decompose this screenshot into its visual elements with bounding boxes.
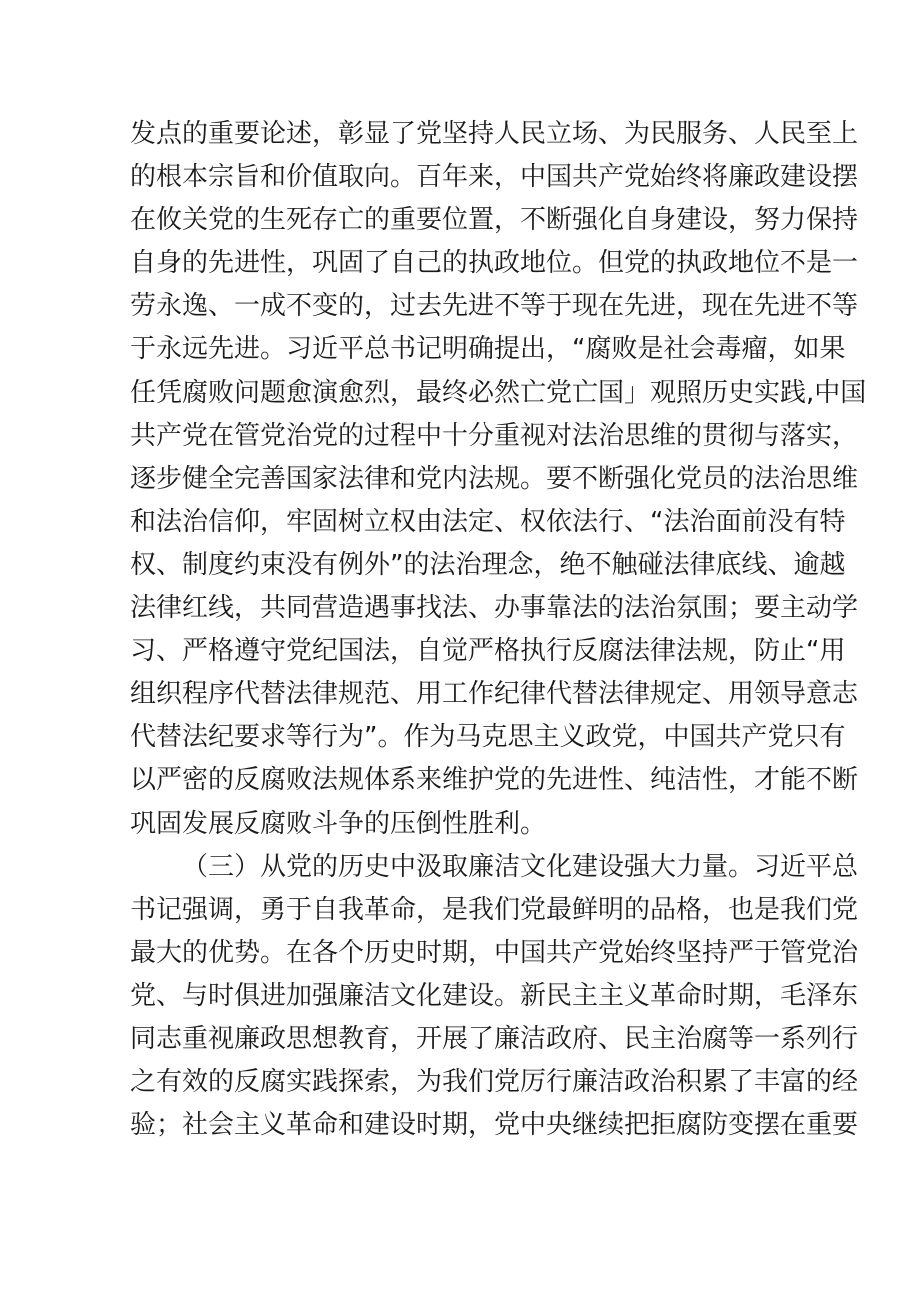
text-line: 之有效的反腐实践探索，为我们党厉行廉洁政治积累了丰富的经 [130, 1067, 859, 1098]
text-line: 同志重视廉政思想教育，开展了廉洁政府、民主治腐等一系列行 [130, 1023, 859, 1054]
text-line: 代替法纪要求等行为”。作为马克思主义政党，中国共产党只有 [130, 722, 846, 753]
text-line: 在攸关党的生死存亡的重要位置，不断强化自身建设，努力保持 [130, 205, 859, 236]
text-line: 劳永逸、一成不变的，过去先进不等于现在先进，现在先进不等 [130, 291, 859, 322]
text-line: 自身的先进性，巩固了自己的执政地位。但党的执政地位不是一 [130, 248, 859, 279]
text-line: 和法治信仰，牢固树立权由法定、权依法行、“法治面前没有特 [130, 506, 846, 537]
text-line: 组织程序代替法律规范、用工作纪律代替法律规定、用领导意志 [130, 679, 859, 710]
text-line: 以严密的反腐败法规体系来维护党的先进性、纯洁性，才能不断 [130, 765, 859, 796]
text-line: 逐步健全完善国家法律和党内法规。要不断强化党员的法治思维 [130, 463, 859, 494]
text-line: 的根本宗旨和价值取向。百年来，中国共产党始终将廉政建设摆 [130, 162, 859, 193]
text-line: 法律红线，共同营造遇事找法、办事靠法的法治氛围；要主动学 [130, 593, 859, 624]
text-line: 巩固发展反腐败斗争的压倒性胜利。 [130, 808, 547, 839]
text-line: 发点的重要论述，彰显了党坚持人民立场、为民服务、人民至上 [130, 119, 859, 149]
text-line: 验；社会主义革命和建设时期，党中央继续把拒腐防变摆在重要 [130, 1110, 859, 1141]
text-line: 权、制度约束没有例外”的法治理念，绝不触碰法律底线、逾越 [130, 549, 846, 580]
text-line: 共产党在管党治党的过程中十分重视对法治思维的贯彻与落实， [130, 420, 859, 451]
text-line: 最大的优势。在各个历史时期，中国共产党始终坚持严于管党治 [130, 937, 859, 968]
text-line: 书记强调，勇于自我革命，是我们党最鲜明的品格，也是我们党 [130, 894, 859, 925]
text-line: 于永远先进。习近平总书记明确提出，“腐败是社会毒瘤，如果 [130, 334, 846, 365]
text-line: 习、严格遵守党纪国法，自觉严格执行反腐法律法规，防止“用 [130, 636, 846, 667]
body-text [130, 113, 867, 1147]
text-line: 任凭腐败问题愈演愈烈，最终必然亡党亡国」观照历史实践,中国 [130, 377, 867, 408]
text-line: 党、与时俱进加强廉洁文化建设。新民主主义革命时期，毛泽东 [130, 980, 859, 1011]
section-heading-line: （三）从党的历史中汲取廉洁文化建设强大力量。习近平总 [182, 851, 859, 882]
